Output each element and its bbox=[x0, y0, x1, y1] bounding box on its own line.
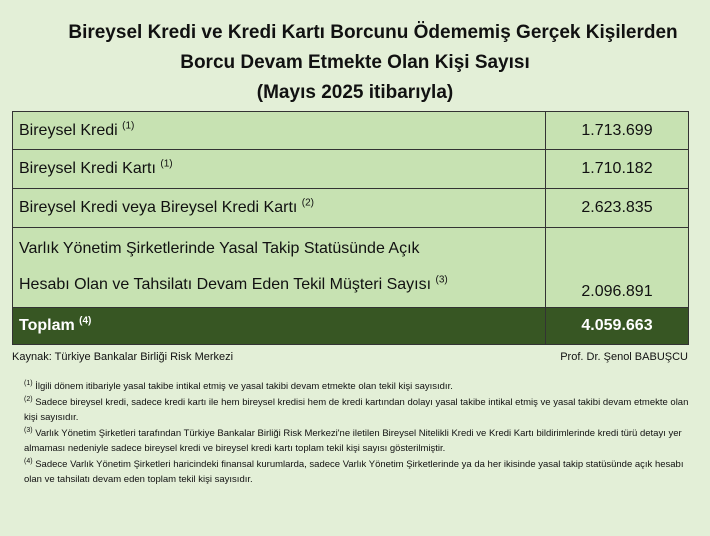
row-label-cell bbox=[13, 189, 546, 228]
footnote-mark: (2) bbox=[301, 197, 315, 209]
footnote bbox=[24, 379, 704, 394]
title-line-3: (Mayıs 2025 itibarıyla) bbox=[256, 82, 454, 103]
footnote-mark: (3) bbox=[435, 274, 448, 286]
row-label-line-2: Hesabı Olan ve Tahsilatı Devam Eden Tekil Müşteri Sayısı bbox=[19, 276, 432, 293]
table-row bbox=[13, 112, 689, 150]
row-value: 2.096.891 bbox=[546, 228, 689, 308]
footnotes bbox=[24, 379, 704, 488]
table-row bbox=[13, 150, 689, 189]
row-label: Bireysel Kredi Kartı bbox=[19, 160, 156, 177]
footnote bbox=[24, 395, 704, 425]
table-row bbox=[13, 228, 689, 308]
row-label-line-1: Varlık Yönetim Şirketlerinde Yasal Takip Statüsünde Açık bbox=[19, 240, 420, 257]
footnote-mark: (1) bbox=[122, 120, 135, 132]
total-row bbox=[13, 308, 689, 345]
author-text: Prof. Dr. Şenol BABUŞCU bbox=[560, 351, 688, 363]
row-value: 1.713.699 bbox=[546, 112, 689, 150]
footnote-text: Sadece Varlık Yönetim Şirketleri haricindeki finansal kurumlarda, sadece Varlık Yönetim Şirketlerinde ya da her ikisinde yasal takip statüsünde açık hesabı olan ve tahsilatı devam eden toplam tekil kişi sayısıdır. bbox=[24, 459, 684, 485]
data-table bbox=[12, 111, 689, 345]
total-label: Toplam bbox=[19, 317, 75, 334]
title-line-2: Borcu Devam Etmekte Olan Kişi Sayısı bbox=[180, 52, 530, 73]
footnote-text: İlgili dönem itibariyle yasal takibe intikal etmiş ve yasal takibi devam etmekte olan tekil kişi sayısıdır. bbox=[35, 381, 453, 392]
footnote-mark: (3) bbox=[24, 426, 33, 434]
title-line-1: Bireysel Kredi ve Kredi Kartı Borcunu Ödememiş Gerçek Kişilerden bbox=[68, 22, 678, 43]
footnote-text: Sadece bireysel kredi, sadece kredi kartı ile hem bireysel kredisi hem de kredi kartından dolayı yasal takibe intikal etmiş ve yasal takibi devam etmekte olan kişi sayısıdır. bbox=[24, 397, 689, 423]
footnote-mark: (4) bbox=[79, 315, 92, 327]
row-label-cell bbox=[13, 228, 546, 308]
page-title bbox=[0, 18, 710, 108]
footnote-mark: (1) bbox=[160, 158, 173, 170]
table-row bbox=[13, 189, 689, 228]
footnote-mark: (4) bbox=[24, 457, 33, 465]
row-label: Bireysel Kredi veya Bireysel Kredi Kartı bbox=[19, 199, 298, 216]
row-value: 2.623.835 bbox=[546, 189, 689, 228]
source-text: Kaynak: Türkiye Bankalar Birliği Risk Merkezi bbox=[12, 351, 234, 363]
row-value: 1.710.182 bbox=[546, 150, 689, 189]
row-label-cell bbox=[13, 112, 546, 150]
footnote-mark: (1) bbox=[24, 379, 33, 387]
row-label: Bireysel Kredi bbox=[19, 121, 118, 139]
row-label-cell bbox=[13, 150, 546, 189]
footnote bbox=[24, 457, 704, 487]
total-value: 4.059.663 bbox=[546, 308, 689, 345]
footnote bbox=[24, 426, 704, 456]
footnote-text: Varlık Yönetim Şirketleri tarafından Türkiye Bankalar Birliği Risk Merkezi'ne iletilen Bireysel Nitelikli Kredi ve Kredi Kartı bildirimlerinde kredi türü detayı yer almaması nedeniyle sadece bireysel kredi ve bireysel kredi kartı toplam tekil kişi sayısı gösterilmiştir. bbox=[24, 428, 682, 454]
total-label-cell bbox=[13, 308, 546, 345]
footnote-mark: (2) bbox=[24, 395, 33, 403]
